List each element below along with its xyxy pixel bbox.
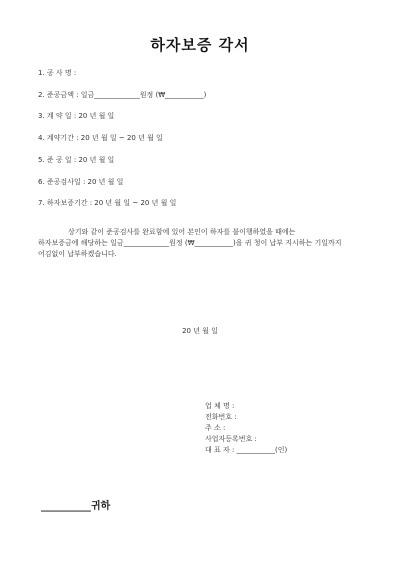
- item-inspection-date: 6. 준공검사일 : 20 년 월 일: [38, 178, 124, 186]
- sign-business-number: 사업자등록번호 :: [205, 435, 257, 443]
- document-title: 하자보증 각서: [150, 36, 250, 54]
- pledge-body: [38, 227, 368, 260]
- pledge-line-2: 하자보증금에 해당하는 일금_____________원정 (₩___________)을 귀 청이 납부 지시하는 기일까지: [38, 239, 342, 247]
- document-date: 20 년 월 일: [182, 327, 218, 335]
- sign-company-name: 업 체 명 :: [205, 402, 235, 410]
- sign-address: 주 소 :: [205, 424, 226, 432]
- item-completion-amount: 2. 준공금액 : 일금_____________원정 (₩___________): [38, 91, 207, 99]
- pledge-line-1: 상기와 같이 준공검사를 완료함에 있어 본인이 하자를 불이행하였을 때에는: [68, 228, 296, 236]
- item-warranty-period: 7. 하자보증기간 : 20 년 월 일 ~ 20 년 월 일: [38, 199, 177, 207]
- item-completion-date: 5. 준 공 일 : 20 년 월 일: [38, 156, 115, 164]
- pledge-line-3: 어김없이 납부하겠습니다.: [38, 250, 117, 258]
- recipient-line: __________귀하: [41, 501, 111, 512]
- item-contract-date: 3. 계 약 일 : 20 년 월 일: [38, 112, 115, 120]
- sign-representative: 대 표 자 : ___________(인): [205, 446, 288, 454]
- sign-phone: 전화번호 :: [205, 413, 237, 421]
- item-project-name: 1. 공 사 명 :: [38, 69, 77, 77]
- item-contract-period: 4. 계약기간 : 20 년 월 일 ~ 20 년 월 일: [38, 134, 163, 142]
